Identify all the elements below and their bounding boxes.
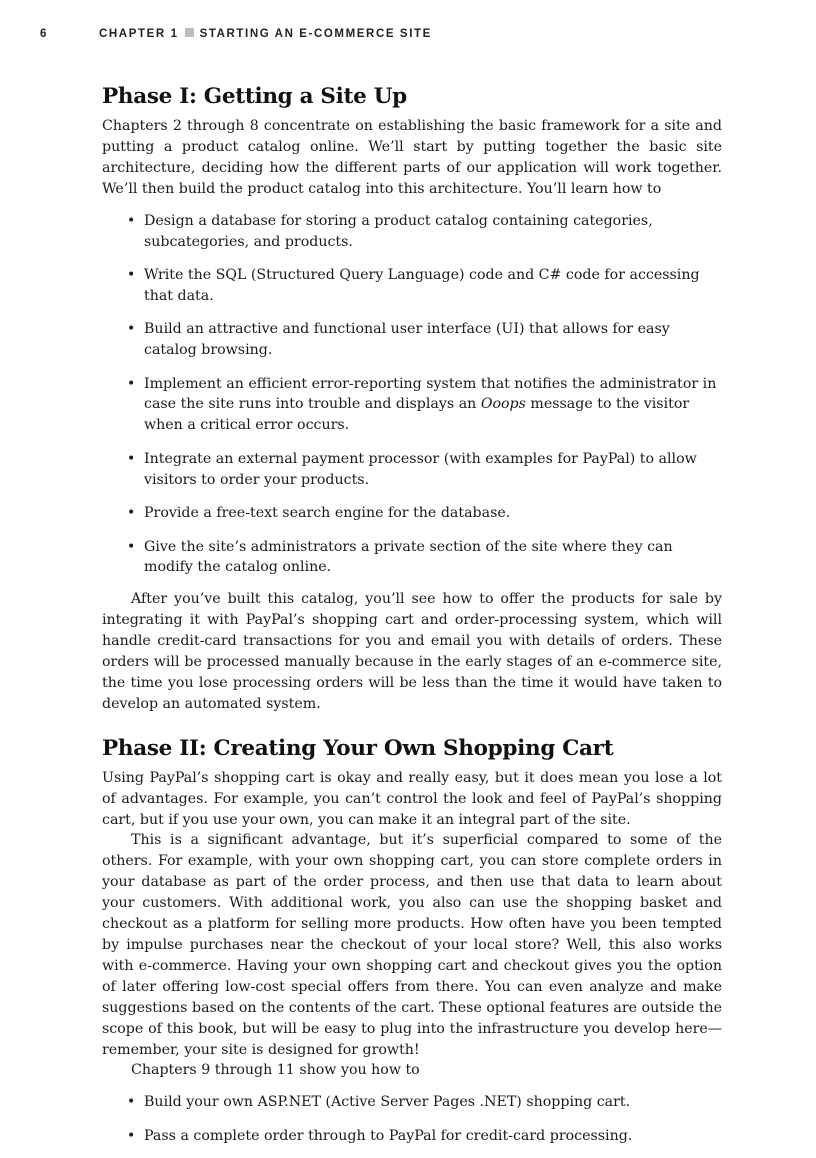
- phase-2-bullet-list: [102, 1092, 722, 1146]
- bullet-icon: •: [127, 212, 136, 229]
- list-item: [102, 319, 722, 361]
- list-item-text: Design a database for storing a product catalog containing categories, subcategories, and products.: [144, 212, 653, 250]
- list-item: [102, 265, 722, 307]
- section-2-paragraph-3: Chapters 9 through 11 show you how to: [131, 1062, 420, 1079]
- list-item-text: Integrate an external payment processor (with examples for PayPal) to allow visitors to order your products.: [144, 450, 697, 488]
- list-item-text: Provide a free-text search engine for the database.: [144, 505, 511, 522]
- list-item-text: Build an attractive and functional user interface (UI) that allows for easy catalog browsing.: [144, 321, 670, 359]
- separator-square-icon: [185, 28, 194, 37]
- bullet-icon: •: [127, 1127, 136, 1144]
- bullet-icon: •: [127, 1094, 136, 1111]
- list-item-text: Pass a complete order through to PayPal for credit-card processing.: [144, 1127, 633, 1144]
- list-item: [102, 1092, 722, 1113]
- section-2-paragraph-1: Using PayPal’s shopping cart is okay and really easy, but it does mean you lose a lot of advantages. For example, you can’t control the look and feel of PayPal’s shopping cart, but if you use your own, you can make it an integral part of the site.: [102, 769, 722, 828]
- page-number: 6: [40, 28, 48, 40]
- list-item-text: Write the SQL (Structured Query Language) code and C# code for accessing that data.: [144, 266, 700, 304]
- list-item: [102, 1126, 722, 1147]
- section-1-closing-paragraph: After you’ve built this catalog, you’ll see how to offer the products for sale by integrating it with PayPal’s shopping cart and order-processing system, which will handle credit-card transactions for you and email you with details of orders. These orders will be processed manually because in the early stages of an e-commerce site, the time you lose processing orders will be less than the time it would have taken to develop an automated system.: [102, 591, 722, 712]
- section-heading-phase-2: Phase II: Creating Your Own Shopping Cart: [102, 735, 614, 761]
- list-item-text: Give the site’s administrators a private section of the site where they can modify the catalog online.: [144, 538, 673, 576]
- bullet-icon: •: [127, 450, 136, 467]
- running-header: [40, 28, 720, 44]
- list-item: [102, 537, 722, 579]
- chapter-label: CHAPTER 1: [99, 28, 179, 40]
- list-item-text: [144, 376, 716, 434]
- list-item-text: Build your own ASP.NET (Active Server Pages .NET) shopping cart.: [144, 1094, 631, 1111]
- bullet-icon: •: [127, 321, 136, 338]
- list-item-text-part: message to the visitor when a critical error occurs.: [144, 396, 690, 434]
- section-heading-phase-1: Phase I: Getting a Site Up: [102, 84, 407, 109]
- list-item: [102, 449, 722, 491]
- list-item: [102, 211, 722, 253]
- list-item-text-part: Implement an efficient error-reporting system that notifies the administrator in case the site runs into trouble and displays an: [144, 375, 717, 413]
- list-item: [102, 374, 722, 437]
- chapter-heading: [99, 28, 432, 40]
- page-body: [102, 82, 722, 1158]
- bullet-icon: •: [127, 538, 136, 555]
- list-item: [102, 503, 722, 524]
- section-1-intro-paragraph: Chapters 2 through 8 concentrate on establishing the basic framework for a site and putting a product catalog online. We’ll start by putting together the basic site architecture, deciding how the different parts of our application will work together. We’ll then build the product catalog into this architecture. You’ll learn how to: [102, 118, 722, 197]
- phase-1-bullet-list: [102, 211, 722, 579]
- bullet-icon: •: [127, 266, 136, 283]
- bullet-icon: •: [127, 375, 136, 392]
- italic-term: Ooops: [480, 396, 526, 413]
- section-2-paragraph-2: This is a significant advantage, but it’s superficial compared to some of the others. For example, with your own shopping cart, you can store complete orders in your database as part of the order process, and then use that data to learn about your customers. With additional work, you also can use the shopping basket and checkout as a platform for selling more products. How often have you been tempted by impulse purchases near the checkout of your local store? Well, this also works with e-commerce. Having your own shopping cart and checkout gives you the option of later offering low-cost special offers from there. You can even analyze and make suggestions based on the contents of the cart. These optional features are outside the scope of this book, but will be easy to plug into the infrastructure you develop here—remember, your site is designed for growth!: [102, 832, 722, 1058]
- chapter-title: STARTING AN E-COMMERCE SITE: [199, 28, 432, 40]
- bullet-icon: •: [127, 505, 136, 522]
